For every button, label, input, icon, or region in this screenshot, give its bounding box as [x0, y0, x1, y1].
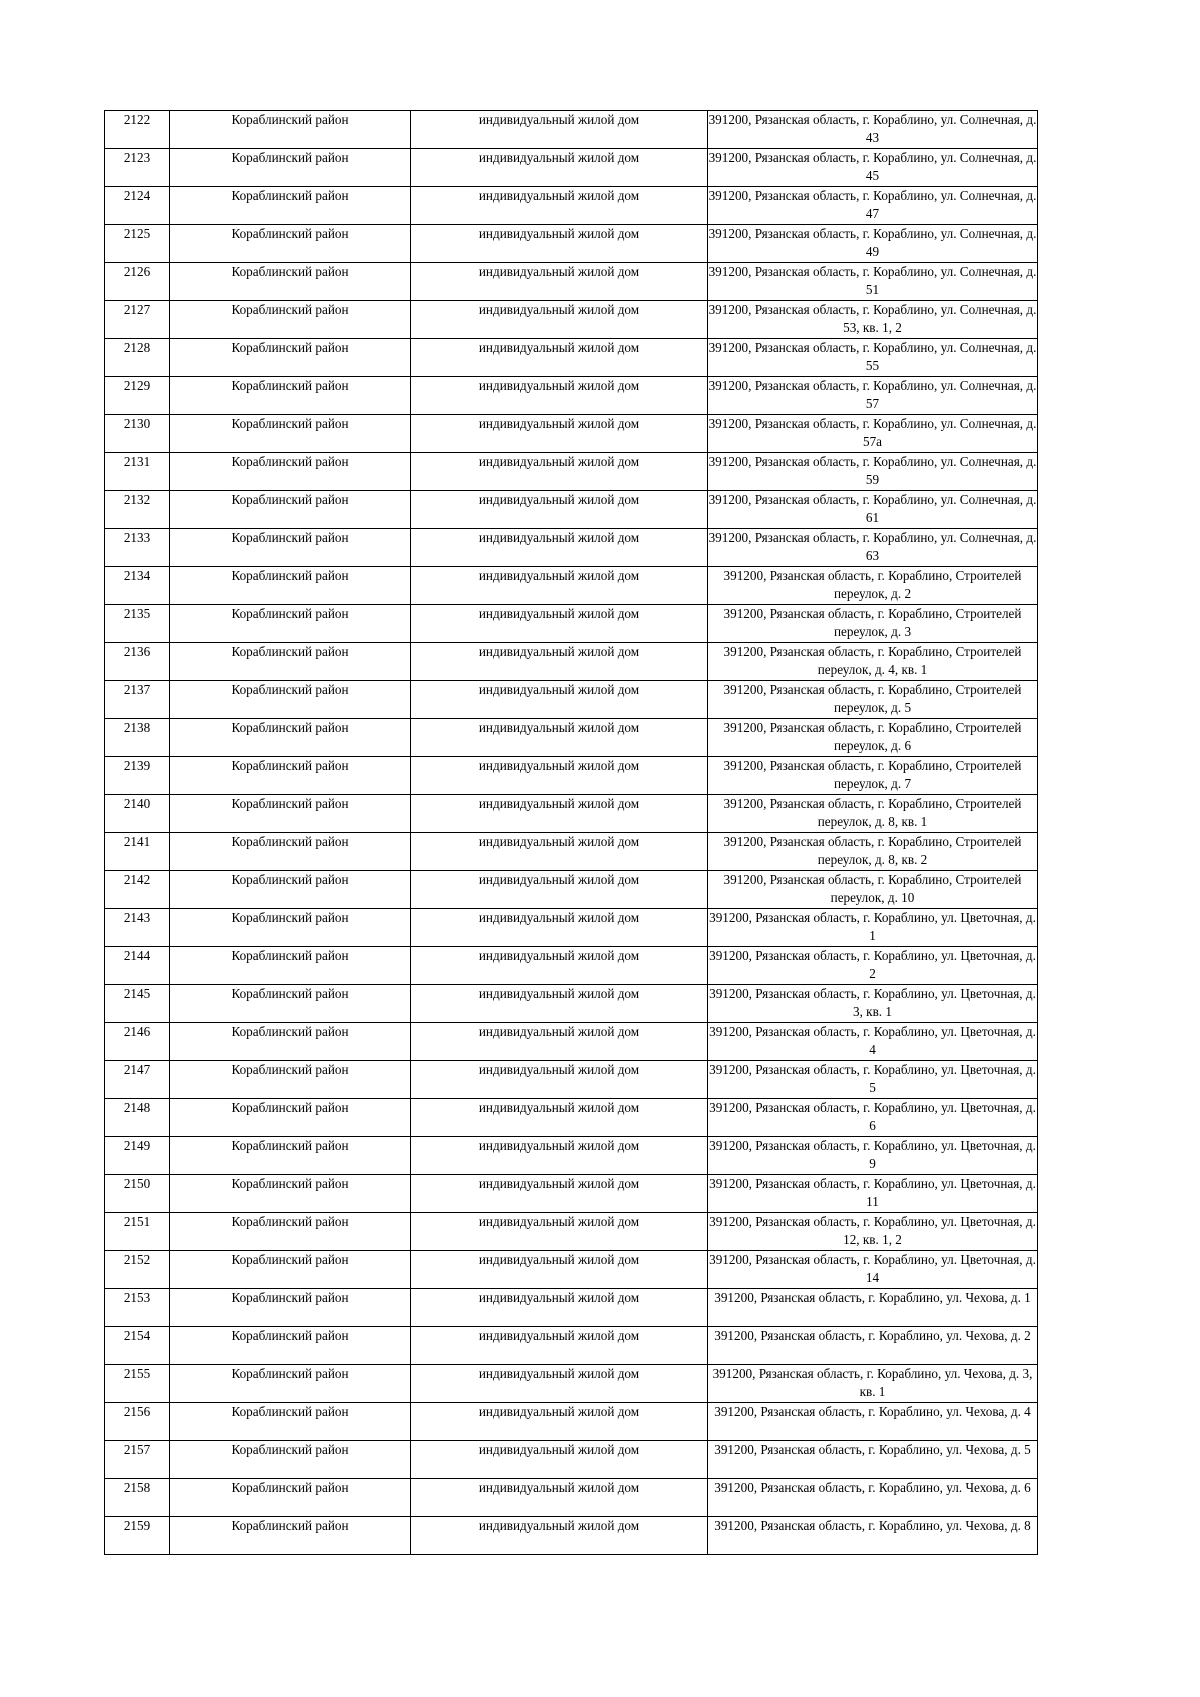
building-type-cell: индивидуальный жилой дом	[411, 377, 708, 415]
district-cell: Кораблинский район	[170, 985, 411, 1023]
district-cell: Кораблинский район	[170, 909, 411, 947]
row-number-cell: 2144	[105, 947, 170, 985]
building-type-cell: индивидуальный жилой дом	[411, 339, 708, 377]
row-number-cell: 2143	[105, 909, 170, 947]
address-cell: 391200, Рязанская область, г. Кораблино, ул. Цветочная, д. 1	[708, 909, 1038, 947]
district-cell: Кораблинский район	[170, 757, 411, 795]
row-number-cell: 2128	[105, 339, 170, 377]
district-cell: Кораблинский район	[170, 301, 411, 339]
district-cell: Кораблинский район	[170, 947, 411, 985]
row-number-cell: 2145	[105, 985, 170, 1023]
row-number-cell: 2134	[105, 567, 170, 605]
building-type-cell: индивидуальный жилой дом	[411, 1403, 708, 1441]
building-type-cell: индивидуальный жилой дом	[411, 529, 708, 567]
address-cell: 391200, Рязанская область, г. Кораблино, ул. Цветочная, д. 9	[708, 1137, 1038, 1175]
district-cell: Кораблинский район	[170, 719, 411, 757]
building-type-cell: индивидуальный жилой дом	[411, 1441, 708, 1479]
row-number-cell: 2153	[105, 1289, 170, 1327]
table-row	[105, 225, 1038, 263]
table-row	[105, 1061, 1038, 1099]
building-type-cell: индивидуальный жилой дом	[411, 1175, 708, 1213]
district-cell: Кораблинский район	[170, 491, 411, 529]
building-type-cell: индивидуальный жилой дом	[411, 415, 708, 453]
row-number-cell: 2131	[105, 453, 170, 491]
address-cell: 391200, Рязанская область, г. Кораблино, ул. Чехова, д. 1	[708, 1289, 1038, 1327]
table-row	[105, 795, 1038, 833]
district-cell: Кораблинский район	[170, 1517, 411, 1555]
building-type-cell: индивидуальный жилой дом	[411, 491, 708, 529]
building-type-cell: индивидуальный жилой дом	[411, 1479, 708, 1517]
district-cell: Кораблинский район	[170, 681, 411, 719]
address-cell: 391200, Рязанская область, г. Кораблино, ул. Чехова, д. 5	[708, 1441, 1038, 1479]
table-row	[105, 833, 1038, 871]
district-cell: Кораблинский район	[170, 453, 411, 491]
address-cell: 391200, Рязанская область, г. Кораблино, ул. Солнечная, д. 57	[708, 377, 1038, 415]
table-row	[105, 985, 1038, 1023]
table-row	[105, 1517, 1038, 1555]
row-number-cell: 2138	[105, 719, 170, 757]
building-type-cell: индивидуальный жилой дом	[411, 1365, 708, 1403]
district-cell: Кораблинский район	[170, 1213, 411, 1251]
table-row	[105, 947, 1038, 985]
district-cell: Кораблинский район	[170, 605, 411, 643]
address-cell: 391200, Рязанская область, г. Кораблино, ул. Солнечная, д. 45	[708, 149, 1038, 187]
address-cell: 391200, Рязанская область, г. Кораблино, Строителей переулок, д. 10	[708, 871, 1038, 909]
building-type-cell: индивидуальный жилой дом	[411, 605, 708, 643]
row-number-cell: 2141	[105, 833, 170, 871]
table-row	[105, 681, 1038, 719]
table-row	[105, 453, 1038, 491]
row-number-cell: 2152	[105, 1251, 170, 1289]
address-cell: 391200, Рязанская область, г. Кораблино, ул. Чехова, д. 6	[708, 1479, 1038, 1517]
address-cell: 391200, Рязанская область, г. Кораблино, ул. Чехова, д. 4	[708, 1403, 1038, 1441]
building-type-cell: индивидуальный жилой дом	[411, 1099, 708, 1137]
address-cell: 391200, Рязанская область, г. Кораблино, Строителей переулок, д. 4, кв. 1	[708, 643, 1038, 681]
table-row	[105, 1365, 1038, 1403]
row-number-cell: 2158	[105, 1479, 170, 1517]
row-number-cell: 2157	[105, 1441, 170, 1479]
building-type-cell: индивидуальный жилой дом	[411, 1251, 708, 1289]
building-type-cell: индивидуальный жилой дом	[411, 833, 708, 871]
building-type-cell: индивидуальный жилой дом	[411, 985, 708, 1023]
district-cell: Кораблинский район	[170, 1251, 411, 1289]
district-cell: Кораблинский район	[170, 1099, 411, 1137]
table-row	[105, 301, 1038, 339]
address-cell: 391200, Рязанская область, г. Кораблино, Строителей переулок, д. 8, кв. 1	[708, 795, 1038, 833]
table-row	[105, 1327, 1038, 1365]
building-type-cell: индивидуальный жилой дом	[411, 225, 708, 263]
table-row	[105, 1289, 1038, 1327]
row-number-cell: 2147	[105, 1061, 170, 1099]
building-type-cell: индивидуальный жилой дом	[411, 757, 708, 795]
address-cell: 391200, Рязанская область, г. Кораблино, ул. Солнечная, д. 53, кв. 1, 2	[708, 301, 1038, 339]
row-number-cell: 2149	[105, 1137, 170, 1175]
row-number-cell: 2127	[105, 301, 170, 339]
building-type-cell: индивидуальный жилой дом	[411, 1137, 708, 1175]
address-cell: 391200, Рязанская область, г. Кораблино, ул. Цветочная, д. 2	[708, 947, 1038, 985]
table-row	[105, 1479, 1038, 1517]
building-type-cell: индивидуальный жилой дом	[411, 1023, 708, 1061]
building-type-cell: индивидуальный жилой дом	[411, 681, 708, 719]
table-row	[105, 1441, 1038, 1479]
address-cell: 391200, Рязанская область, г. Кораблино, ул. Чехова, д. 3, кв. 1	[708, 1365, 1038, 1403]
table-row	[105, 909, 1038, 947]
building-type-cell: индивидуальный жилой дом	[411, 301, 708, 339]
district-cell: Кораблинский район	[170, 643, 411, 681]
address-cell: 391200, Рязанская область, г. Кораблино, Строителей переулок, д. 6	[708, 719, 1038, 757]
table-row	[105, 643, 1038, 681]
address-cell: 391200, Рязанская область, г. Кораблино, ул. Цветочная, д. 6	[708, 1099, 1038, 1137]
table-row	[105, 339, 1038, 377]
building-type-cell: индивидуальный жилой дом	[411, 1327, 708, 1365]
district-cell: Кораблинский район	[170, 1403, 411, 1441]
building-type-cell: индивидуальный жилой дом	[411, 909, 708, 947]
address-cell: 391200, Рязанская область, г. Кораблино, ул. Солнечная, д. 61	[708, 491, 1038, 529]
row-number-cell: 2146	[105, 1023, 170, 1061]
building-type-cell: индивидуальный жилой дом	[411, 453, 708, 491]
district-cell: Кораблинский район	[170, 225, 411, 263]
row-number-cell: 2130	[105, 415, 170, 453]
building-type-cell: индивидуальный жилой дом	[411, 567, 708, 605]
row-number-cell: 2137	[105, 681, 170, 719]
table-row	[105, 1023, 1038, 1061]
building-type-cell: индивидуальный жилой дом	[411, 111, 708, 149]
table-row	[105, 491, 1038, 529]
address-cell: 391200, Рязанская область, г. Кораблино, ул. Цветочная, д. 3, кв. 1	[708, 985, 1038, 1023]
registry-table-body	[105, 111, 1038, 1555]
row-number-cell: 2148	[105, 1099, 170, 1137]
row-number-cell: 2140	[105, 795, 170, 833]
address-cell: 391200, Рязанская область, г. Кораблино, ул. Солнечная, д. 59	[708, 453, 1038, 491]
row-number-cell: 2133	[105, 529, 170, 567]
district-cell: Кораблинский район	[170, 263, 411, 301]
row-number-cell: 2142	[105, 871, 170, 909]
table-row	[105, 605, 1038, 643]
building-type-cell: индивидуальный жилой дом	[411, 1213, 708, 1251]
building-type-cell: индивидуальный жилой дом	[411, 1289, 708, 1327]
building-type-cell: индивидуальный жилой дом	[411, 795, 708, 833]
address-cell: 391200, Рязанская область, г. Кораблино, ул. Солнечная, д. 49	[708, 225, 1038, 263]
row-number-cell: 2139	[105, 757, 170, 795]
building-type-cell: индивидуальный жилой дом	[411, 643, 708, 681]
address-cell: 391200, Рязанская область, г. Кораблино, ул. Цветочная, д. 5	[708, 1061, 1038, 1099]
table-row	[105, 263, 1038, 301]
building-type-cell: индивидуальный жилой дом	[411, 1517, 708, 1555]
district-cell: Кораблинский район	[170, 1479, 411, 1517]
table-row	[105, 149, 1038, 187]
building-type-cell: индивидуальный жилой дом	[411, 149, 708, 187]
district-cell: Кораблинский район	[170, 1365, 411, 1403]
table-row	[105, 719, 1038, 757]
district-cell: Кораблинский район	[170, 1441, 411, 1479]
row-number-cell: 2125	[105, 225, 170, 263]
row-number-cell: 2156	[105, 1403, 170, 1441]
address-cell: 391200, Рязанская область, г. Кораблино, ул. Солнечная, д. 47	[708, 187, 1038, 225]
district-cell: Кораблинский район	[170, 1061, 411, 1099]
address-cell: 391200, Рязанская область, г. Кораблино, ул. Солнечная, д. 43	[708, 111, 1038, 149]
building-type-cell: индивидуальный жилой дом	[411, 719, 708, 757]
row-number-cell: 2151	[105, 1213, 170, 1251]
district-cell: Кораблинский район	[170, 871, 411, 909]
table-row	[105, 871, 1038, 909]
district-cell: Кораблинский район	[170, 1175, 411, 1213]
row-number-cell: 2123	[105, 149, 170, 187]
district-cell: Кораблинский район	[170, 377, 411, 415]
building-type-cell: индивидуальный жилой дом	[411, 263, 708, 301]
table-row	[105, 567, 1038, 605]
table-row	[105, 1099, 1038, 1137]
building-type-cell: индивидуальный жилой дом	[411, 947, 708, 985]
address-cell: 391200, Рязанская область, г. Кораблино, Строителей переулок, д. 8, кв. 2	[708, 833, 1038, 871]
address-cell: 391200, Рязанская область, г. Кораблино, ул. Цветочная, д. 4	[708, 1023, 1038, 1061]
address-cell: 391200, Рязанская область, г. Кораблино, Строителей переулок, д. 2	[708, 567, 1038, 605]
row-number-cell: 2124	[105, 187, 170, 225]
table-row	[105, 1137, 1038, 1175]
district-cell: Кораблинский район	[170, 187, 411, 225]
building-type-cell: индивидуальный жилой дом	[411, 871, 708, 909]
district-cell: Кораблинский район	[170, 795, 411, 833]
row-number-cell: 2129	[105, 377, 170, 415]
district-cell: Кораблинский район	[170, 1289, 411, 1327]
building-type-cell: индивидуальный жилой дом	[411, 1061, 708, 1099]
table-row	[105, 187, 1038, 225]
row-number-cell: 2135	[105, 605, 170, 643]
row-number-cell: 2154	[105, 1327, 170, 1365]
row-number-cell: 2126	[105, 263, 170, 301]
table-row	[105, 1175, 1038, 1213]
address-cell: 391200, Рязанская область, г. Кораблино, ул. Цветочная, д. 12, кв. 1, 2	[708, 1213, 1038, 1251]
address-cell: 391200, Рязанская область, г. Кораблино, ул. Чехова, д. 2	[708, 1327, 1038, 1365]
district-cell: Кораблинский район	[170, 149, 411, 187]
address-cell: 391200, Рязанская область, г. Кораблино, Строителей переулок, д. 7	[708, 757, 1038, 795]
address-cell: 391200, Рязанская область, г. Кораблино, ул. Солнечная, д. 57а	[708, 415, 1038, 453]
district-cell: Кораблинский район	[170, 339, 411, 377]
address-cell: 391200, Рязанская область, г. Кораблино, ул. Солнечная, д. 55	[708, 339, 1038, 377]
district-cell: Кораблинский район	[170, 415, 411, 453]
address-cell: 391200, Рязанская область, г. Кораблино, Строителей переулок, д. 3	[708, 605, 1038, 643]
table-row	[105, 529, 1038, 567]
address-cell: 391200, Рязанская область, г. Кораблино, ул. Чехова, д. 8	[708, 1517, 1038, 1555]
district-cell: Кораблинский район	[170, 567, 411, 605]
table-row	[105, 757, 1038, 795]
district-cell: Кораблинский район	[170, 833, 411, 871]
table-row	[105, 415, 1038, 453]
district-cell: Кораблинский район	[170, 529, 411, 567]
district-cell: Кораблинский район	[170, 1137, 411, 1175]
table-row	[105, 1251, 1038, 1289]
table-row	[105, 111, 1038, 149]
housing-registry-table	[104, 110, 1038, 1555]
table-row	[105, 1403, 1038, 1441]
row-number-cell: 2122	[105, 111, 170, 149]
district-cell: Кораблинский район	[170, 1023, 411, 1061]
row-number-cell: 2155	[105, 1365, 170, 1403]
district-cell: Кораблинский район	[170, 111, 411, 149]
table-row	[105, 1213, 1038, 1251]
address-cell: 391200, Рязанская область, г. Кораблино, ул. Солнечная, д. 63	[708, 529, 1038, 567]
row-number-cell: 2150	[105, 1175, 170, 1213]
address-cell: 391200, Рязанская область, г. Кораблино, ул. Цветочная, д. 14	[708, 1251, 1038, 1289]
row-number-cell: 2159	[105, 1517, 170, 1555]
row-number-cell: 2136	[105, 643, 170, 681]
district-cell: Кораблинский район	[170, 1327, 411, 1365]
address-cell: 391200, Рязанская область, г. Кораблино, ул. Цветочная, д. 11	[708, 1175, 1038, 1213]
table-row	[105, 377, 1038, 415]
address-cell: 391200, Рязанская область, г. Кораблино, ул. Солнечная, д. 51	[708, 263, 1038, 301]
row-number-cell: 2132	[105, 491, 170, 529]
building-type-cell: индивидуальный жилой дом	[411, 187, 708, 225]
address-cell: 391200, Рязанская область, г. Кораблино, Строителей переулок, д. 5	[708, 681, 1038, 719]
